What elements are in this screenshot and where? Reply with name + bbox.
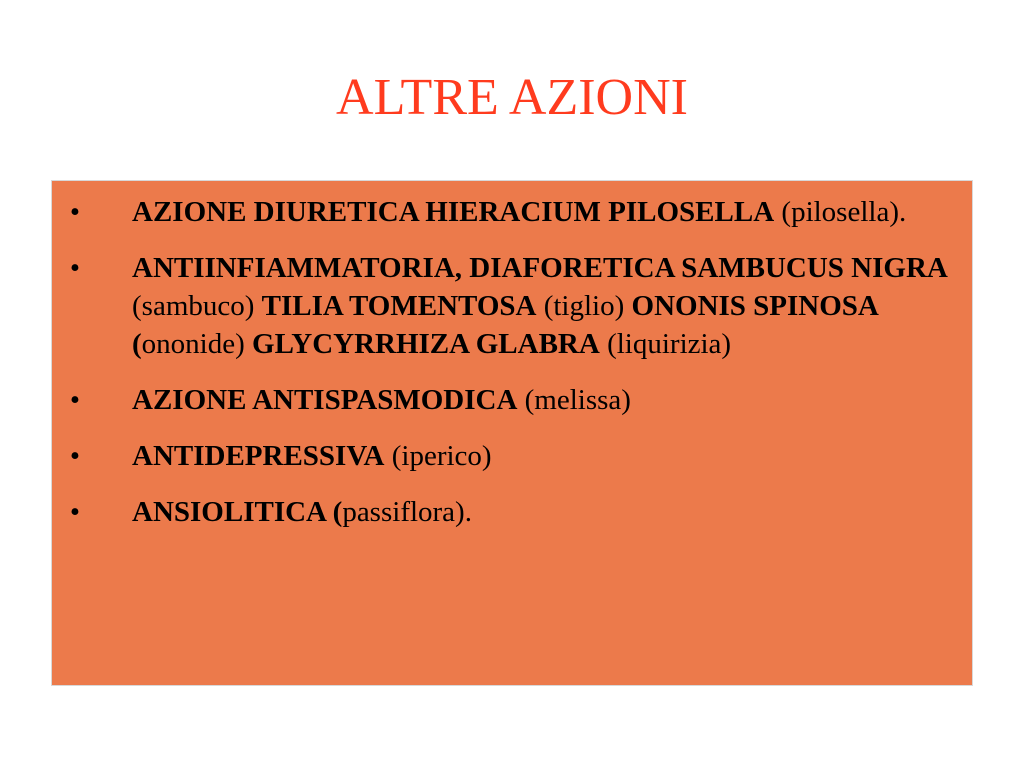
- list-item: [52, 381, 974, 419]
- list-item: [52, 437, 974, 475]
- content-box: [51, 180, 973, 686]
- list-item: [52, 493, 974, 531]
- bullet-icon: •: [69, 252, 81, 284]
- item-text-bold: AZIONE ANTISPASMODICA: [132, 384, 518, 416]
- item-text-bold: ANSIOLITICA (: [132, 496, 343, 528]
- bullet-icon: •: [69, 496, 81, 528]
- item-text-bold: ONONIS SPINOSA (: [132, 290, 878, 360]
- bullet-icon: •: [69, 196, 81, 228]
- item-text-bold: TILIA TOMENTOSA: [261, 290, 537, 322]
- item-text: (pilosella).: [774, 196, 907, 228]
- item-text-bold: ANTIDEPRESSIVA: [132, 440, 385, 472]
- bullet-icon: •: [69, 384, 81, 416]
- item-text: (sambuco): [132, 290, 262, 322]
- slide-title: ALTRE AZIONI: [336, 69, 688, 126]
- item-text-bold: ANTIINFIAMMATORIA, DIAFORETICA SAMBUCUS NIGRA: [132, 252, 948, 284]
- item-text: ononide): [141, 328, 253, 360]
- bullet-icon: •: [69, 440, 81, 472]
- item-text: passiflora).: [342, 496, 472, 528]
- item-text: (iperico): [384, 440, 492, 472]
- bullet-list: [52, 193, 974, 549]
- item-text: (liquirizia): [599, 328, 732, 360]
- item-text-bold: GLYCYRRHIZA GLABRA: [252, 328, 600, 360]
- list-item: [52, 249, 974, 363]
- item-text-bold: AZIONE DIURETICA HIERACIUM PILOSELLA: [132, 196, 775, 228]
- item-text: (melissa): [517, 384, 631, 416]
- list-item: [52, 193, 974, 231]
- item-text: (tiglio): [536, 290, 632, 322]
